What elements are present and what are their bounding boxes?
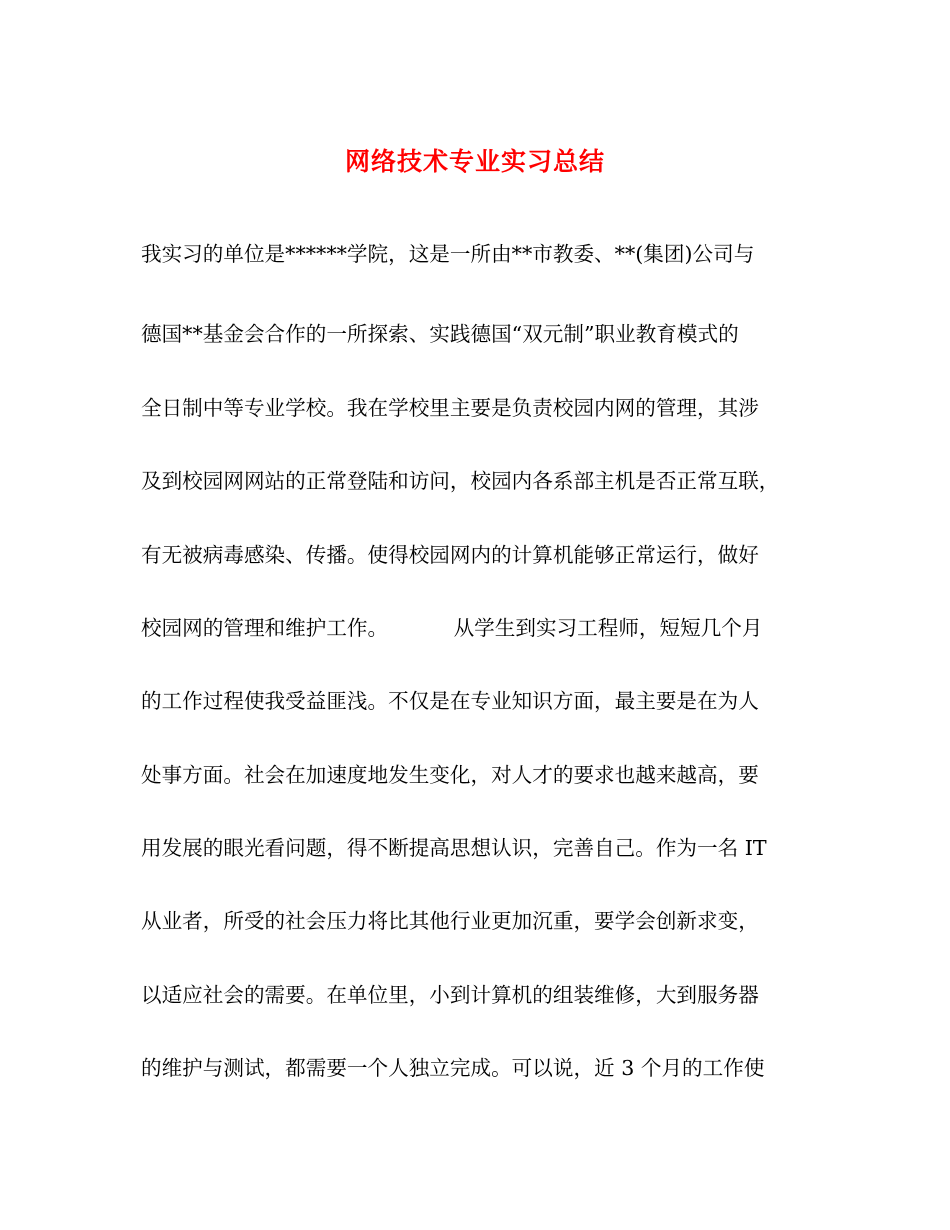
body-line: 以适应社会的需要。在单位里，小到计算机的组装维修，大到服务器 [141, 983, 759, 1007]
body-line: 有无被病毒感染、传播。使得校园网内的计算机能够正常运行，做好 [141, 543, 759, 567]
body-line: 我实习的单位是******学院，这是一所由**市教委、**(集团)公司与 [141, 242, 755, 266]
body-line: 校园网的管理和维护工作。 从学生到实习工程师，短短几个月 [141, 616, 763, 640]
body-line: 及到校园网网站的正常登陆和访问，校园内各系部主机是否正常互联， [141, 469, 780, 493]
body-line: 德国**基金会合作的一所探索、实践德国“双元制”职业教育模式的 [141, 322, 739, 346]
body-line: 用发展的眼光看问题，得不断提高思想认识，完善自己。作为一名 IT [141, 836, 767, 860]
document-title: 网络技术专业实习总结 [344, 147, 605, 176]
body-line: 全日制中等专业学校。我在学校里主要是负责校园内网的管理，其涉 [141, 396, 759, 420]
body-line: 的工作过程使我受益匪浅。不仅是在专业知识方面，最主要是在为人 [141, 689, 759, 713]
body-line: 从业者，所受的社会压力将比其他行业更加沉重，要学会创新求变， [141, 909, 759, 933]
body-line: 处事方面。社会在加速度地发生变化，对人才的要求也越来越高，要 [141, 763, 759, 787]
body-line: 的维护与测试，都需要一个人独立完成。可以说，近 3 个月的工作使 [141, 1056, 765, 1080]
